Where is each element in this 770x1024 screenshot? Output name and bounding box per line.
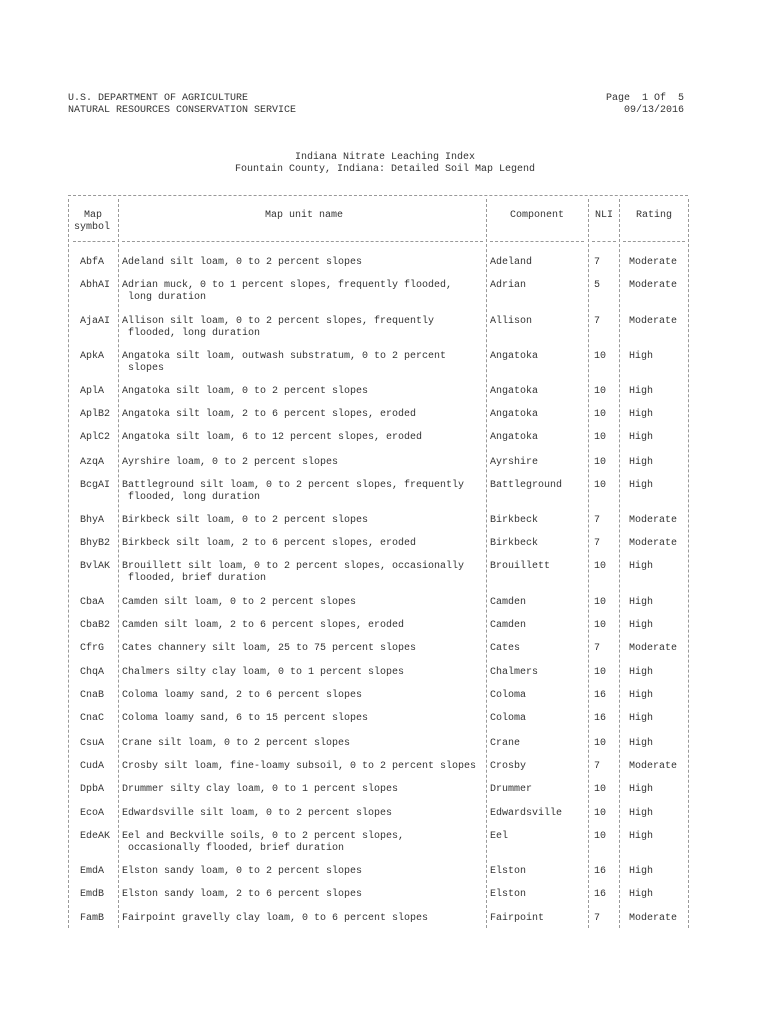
component-name: Angatoka: [490, 351, 539, 362]
map-unit-name: Elston sandy loam, 2 to 6 percent slopes: [122, 889, 363, 900]
rating-value: High: [629, 597, 654, 608]
column-divider: [486, 199, 487, 928]
component-name: Cates: [490, 643, 521, 654]
component-name: Drummer: [490, 784, 533, 795]
map-symbol: CnaC: [80, 713, 105, 724]
column-divider: [688, 199, 689, 928]
col-header-nli: NLI: [594, 210, 613, 221]
nli-value: 7: [594, 761, 601, 772]
map-symbol: DpbA: [80, 784, 105, 795]
page-number: Page 1 Of 5: [605, 93, 684, 104]
report-title: Indiana Nitrate Leaching Index: [294, 152, 476, 163]
nli-value: 10: [594, 457, 607, 468]
rating-value: High: [629, 738, 654, 749]
component-name: Crane: [490, 738, 521, 749]
col-header-rating: Rating: [635, 210, 672, 221]
rating-value: Moderate: [629, 280, 678, 291]
map-unit-name: Crosby silt loam, fine-loamy subsoil, 0 to 2 percent slopes: [122, 761, 477, 772]
col-header-name: Map unit name: [264, 210, 343, 221]
nli-value: 10: [594, 480, 607, 491]
map-symbol: BhyA: [80, 515, 105, 526]
map-unit-name: Battleground silt loam, 0 to 2 percent slopes, frequently flooded, long duration: [122, 480, 465, 503]
map-unit-name: Drummer silty clay loam, 0 to 1 percent slopes: [122, 784, 399, 795]
map-symbol: CbaB2: [80, 620, 111, 631]
col-header-symbol-line1: Map: [84, 210, 103, 221]
nli-value: 10: [594, 409, 607, 420]
map-symbol: AzqA: [80, 457, 105, 468]
nli-value: 16: [594, 690, 607, 701]
map-symbol: FamB: [80, 913, 105, 924]
map-unit-name: Fairpoint gravelly clay loam, 0 to 6 percent slopes: [122, 913, 429, 924]
component-name: Edwardsville: [490, 808, 563, 819]
map-unit-name: Angatoka silt loam, outwash substratum, 0 to 2 percent slopes: [122, 351, 447, 374]
map-unit-name: Angatoka silt loam, 6 to 12 percent slopes, eroded: [122, 432, 423, 443]
nli-value: 7: [594, 257, 601, 268]
component-name: Crosby: [490, 761, 527, 772]
nli-value: 5: [594, 280, 601, 291]
rating-value: High: [629, 409, 654, 420]
map-symbol: EcoA: [80, 808, 105, 819]
nli-value: 10: [594, 831, 607, 842]
component-name: Elston: [490, 866, 527, 877]
nli-value: 16: [594, 713, 607, 724]
rating-value: High: [629, 889, 654, 900]
agency-service: NATURAL RESOURCES CONSERVATION SERVICE: [68, 105, 297, 116]
map-unit-name: Adeland silt loam, 0 to 2 percent slopes: [122, 257, 363, 268]
map-symbol: CfrG: [80, 643, 105, 654]
component-name: Angatoka: [490, 409, 539, 420]
header-underline: [122, 241, 483, 242]
nli-value: 10: [594, 738, 607, 749]
nli-value: 16: [594, 889, 607, 900]
column-divider: [619, 199, 620, 928]
nli-value: 10: [594, 351, 607, 362]
component-name: Birkbeck: [490, 538, 539, 549]
nli-value: 10: [594, 561, 607, 572]
component-name: Birkbeck: [490, 515, 539, 526]
rating-value: High: [629, 667, 654, 678]
rating-value: High: [629, 457, 654, 468]
map-symbol: AjaAI: [80, 316, 111, 327]
map-symbol: BhyB2: [80, 538, 111, 549]
column-divider: [68, 199, 69, 928]
map-symbol: ChqA: [80, 667, 105, 678]
nli-value: 10: [594, 667, 607, 678]
rating-value: Moderate: [629, 515, 678, 526]
map-symbol: EmdB: [80, 889, 105, 900]
component-name: Fairpoint: [490, 913, 545, 924]
report-subtitle: Fountain County, Indiana: Detailed Soil Map Legend: [234, 164, 536, 175]
rating-value: High: [629, 351, 654, 362]
rating-value: Moderate: [629, 761, 678, 772]
map-symbol: AbhAI: [80, 280, 111, 291]
nli-value: 7: [594, 913, 601, 924]
map-unit-name: Birkbeck silt loam, 0 to 2 percent slopes: [122, 515, 369, 526]
map-symbol: AplA: [80, 386, 105, 397]
map-unit-name: Cates channery silt loam, 25 to 75 percent slopes: [122, 643, 417, 654]
map-unit-name: Birkbeck silt loam, 2 to 6 percent slopes, eroded: [122, 538, 417, 549]
component-name: Angatoka: [490, 386, 539, 397]
top-divider: [68, 195, 688, 196]
map-symbol: BcgAI: [80, 480, 111, 491]
column-divider: [588, 199, 589, 928]
map-unit-name: Elston sandy loam, 0 to 2 percent slopes: [122, 866, 363, 877]
component-name: Coloma: [490, 713, 527, 724]
nli-value: 7: [594, 538, 601, 549]
component-name: Allison: [490, 316, 533, 327]
rating-value: Moderate: [629, 913, 678, 924]
map-symbol: CsuA: [80, 738, 105, 749]
map-unit-name: Camden silt loam, 0 to 2 percent slopes: [122, 597, 357, 608]
map-unit-name: Coloma loamy sand, 2 to 6 percent slopes: [122, 690, 363, 701]
rating-value: High: [629, 831, 654, 842]
nli-value: 7: [594, 316, 601, 327]
nli-value: 10: [594, 620, 607, 631]
map-unit-name: Camden silt loam, 2 to 6 percent slopes, eroded: [122, 620, 405, 631]
component-name: Ayrshire: [490, 457, 539, 468]
map-symbol: BvlAK: [80, 561, 111, 572]
map-unit-name: Crane silt loam, 0 to 2 percent slopes: [122, 738, 351, 749]
map-symbol: AplC2: [80, 432, 111, 443]
rating-value: Moderate: [629, 538, 678, 549]
nli-value: 10: [594, 597, 607, 608]
map-unit-name: Angatoka silt loam, 2 to 6 percent slopes, eroded: [122, 409, 417, 420]
map-symbol: EmdA: [80, 866, 105, 877]
map-unit-name: Chalmers silty clay loam, 0 to 1 percent slopes: [122, 667, 405, 678]
component-name: Eel: [490, 831, 509, 842]
map-symbol: CnaB: [80, 690, 105, 701]
nli-value: 10: [594, 784, 607, 795]
rating-value: High: [629, 713, 654, 724]
map-unit-name: Angatoka silt loam, 0 to 2 percent slopes: [122, 386, 369, 397]
map-unit-name: Ayrshire loam, 0 to 2 percent slopes: [122, 457, 339, 468]
header-underline: [623, 241, 685, 242]
map-symbol: EdeAK: [80, 831, 111, 842]
rating-value: High: [629, 386, 654, 397]
agency-name: U.S. DEPARTMENT OF AGRICULTURE: [68, 93, 249, 104]
map-unit-name: Brouillett silt loam, 0 to 2 percent slopes, occasionally flooded, brief duration: [122, 561, 465, 584]
map-unit-name: Coloma loamy sand, 6 to 15 percent slopes: [122, 713, 369, 724]
component-name: Brouillett: [490, 561, 551, 572]
component-name: Adrian: [490, 280, 527, 291]
nli-value: 10: [594, 386, 607, 397]
nli-value: 10: [594, 808, 607, 819]
map-unit-name: Edwardsville silt loam, 0 to 2 percent slopes: [122, 808, 393, 819]
rating-value: High: [629, 784, 654, 795]
rating-value: High: [629, 808, 654, 819]
header-underline: [73, 241, 115, 242]
component-name: Camden: [490, 620, 527, 631]
nli-value: 16: [594, 866, 607, 877]
col-header-component: Component: [509, 210, 564, 221]
component-name: Adeland: [490, 257, 533, 268]
map-unit-name: Adrian muck, 0 to 1 percent slopes, frequently flooded, long duration: [122, 280, 453, 303]
component-name: Battleground: [490, 480, 563, 491]
rating-value: High: [629, 561, 654, 572]
map-symbol: AplB2: [80, 409, 111, 420]
map-symbol: CbaA: [80, 597, 105, 608]
rating-value: High: [629, 432, 654, 443]
header-underline: [490, 241, 584, 242]
map-symbol: AbfA: [80, 257, 105, 268]
column-divider: [118, 199, 119, 928]
nli-value: 10: [594, 432, 607, 443]
report-date: 09/13/2016: [623, 105, 684, 116]
component-name: Angatoka: [490, 432, 539, 443]
map-unit-name: Allison silt loam, 0 to 2 percent slopes, frequently flooded, long duration: [122, 316, 435, 339]
header-underline: [592, 241, 616, 242]
component-name: Elston: [490, 889, 527, 900]
rating-value: High: [629, 866, 654, 877]
rating-value: Moderate: [629, 316, 678, 327]
rating-value: Moderate: [629, 257, 678, 268]
rating-value: High: [629, 690, 654, 701]
rating-value: High: [629, 620, 654, 631]
nli-value: 7: [594, 515, 601, 526]
rating-value: High: [629, 480, 654, 491]
component-name: Camden: [490, 597, 527, 608]
col-header-symbol-line2: symbol: [74, 222, 111, 233]
map-unit-name: Eel and Beckville soils, 0 to 2 percent slopes, occasionally flooded, brief duration: [122, 831, 405, 854]
rating-value: Moderate: [629, 643, 678, 654]
component-name: Chalmers: [490, 667, 539, 678]
nli-value: 7: [594, 643, 601, 654]
map-symbol: CudA: [80, 761, 105, 772]
component-name: Coloma: [490, 690, 527, 701]
map-symbol: ApkA: [80, 351, 105, 362]
